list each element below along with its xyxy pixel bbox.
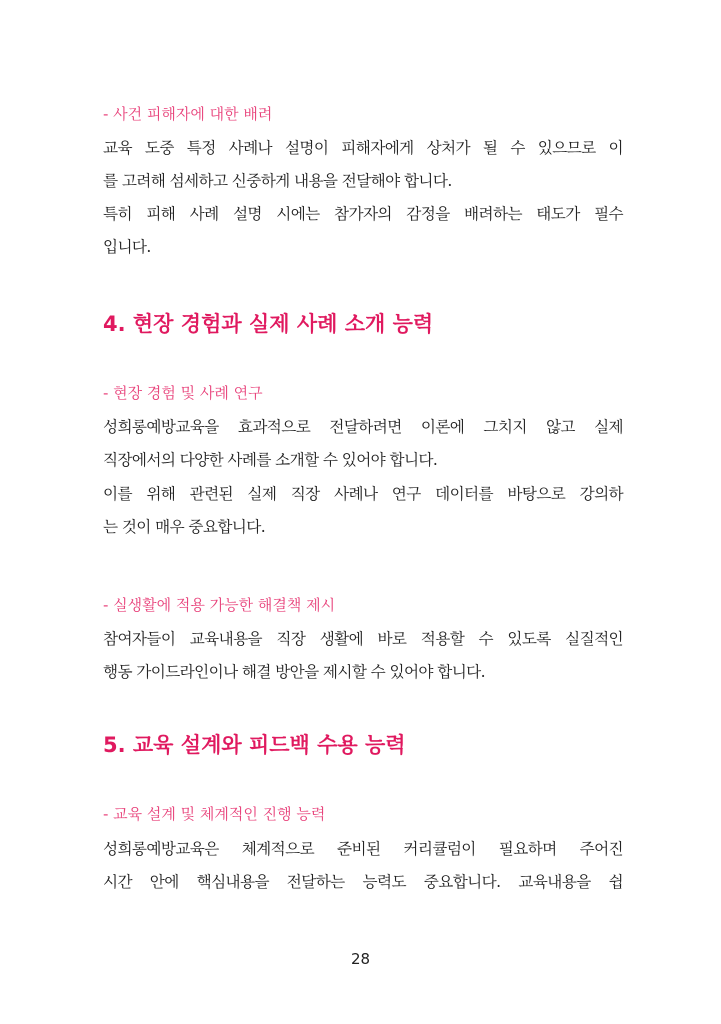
paragraph: [103, 416, 623, 482]
subheading-education-design: - 교육 설계 및 체계적인 진행 능력: [103, 805, 326, 823]
section-heading-4: 4. 현장 경험과 실제 사례 소개 능력: [103, 312, 434, 336]
paragraph: [103, 137, 623, 203]
text-line: 입니다.: [103, 238, 151, 256]
text-line: 시간 안에 핵심내용을 전달하는 능력도 중요합니다. 교육내용을 쉽: [103, 873, 623, 891]
subheading-field-experience: - 현장 경험 및 사례 연구: [103, 384, 263, 402]
text-line: 참여자들이 교육내용을 직장 생활에 바로 적용할 수 있도록 실질적인: [103, 630, 623, 648]
paragraph: [103, 203, 623, 269]
text-line: 직장에서의 다양한 사례를 소개할 수 있어야 합니다.: [103, 451, 438, 469]
section-heading-5: 5. 교육 설계와 피드백 수용 능력: [103, 733, 406, 757]
text-line: 특히 피해 사례 설명 시에는 참가자의 감정을 배려하는 태도가 필수: [103, 205, 623, 223]
paragraph: [103, 628, 623, 694]
text-line: 행동 가이드라인이나 해결 방안을 제시할 수 있어야 합니다.: [103, 663, 485, 681]
text-line: 이를 위해 관련된 실제 직장 사례나 연구 데이터를 바탕으로 강의하: [103, 485, 623, 503]
paragraph: [103, 838, 623, 904]
text-line: 를 고려해 섬세하고 신중하게 내용을 전달해야 합니다.: [103, 172, 452, 190]
text-line: 교육 도중 특정 사례나 설명이 피해자에게 상처가 될 수 있으므로 이: [103, 139, 623, 157]
text-line: 성희롱예방교육은 체계적으로 준비된 커리큘럼이 필요하며 주어진: [103, 840, 623, 858]
text-line: 성희롱예방교육을 효과적으로 전달하려면 이론에 그치지 않고 실제: [103, 418, 623, 436]
text-line: 는 것이 매우 중요합니다.: [103, 518, 266, 536]
page-number: 28: [350, 950, 371, 968]
subheading-victim-care: - 사건 피해자에 대한 배려: [103, 105, 273, 123]
subheading-practical-solutions: - 실생활에 적용 가능한 해결책 제시: [103, 596, 336, 614]
paragraph: [103, 483, 623, 549]
